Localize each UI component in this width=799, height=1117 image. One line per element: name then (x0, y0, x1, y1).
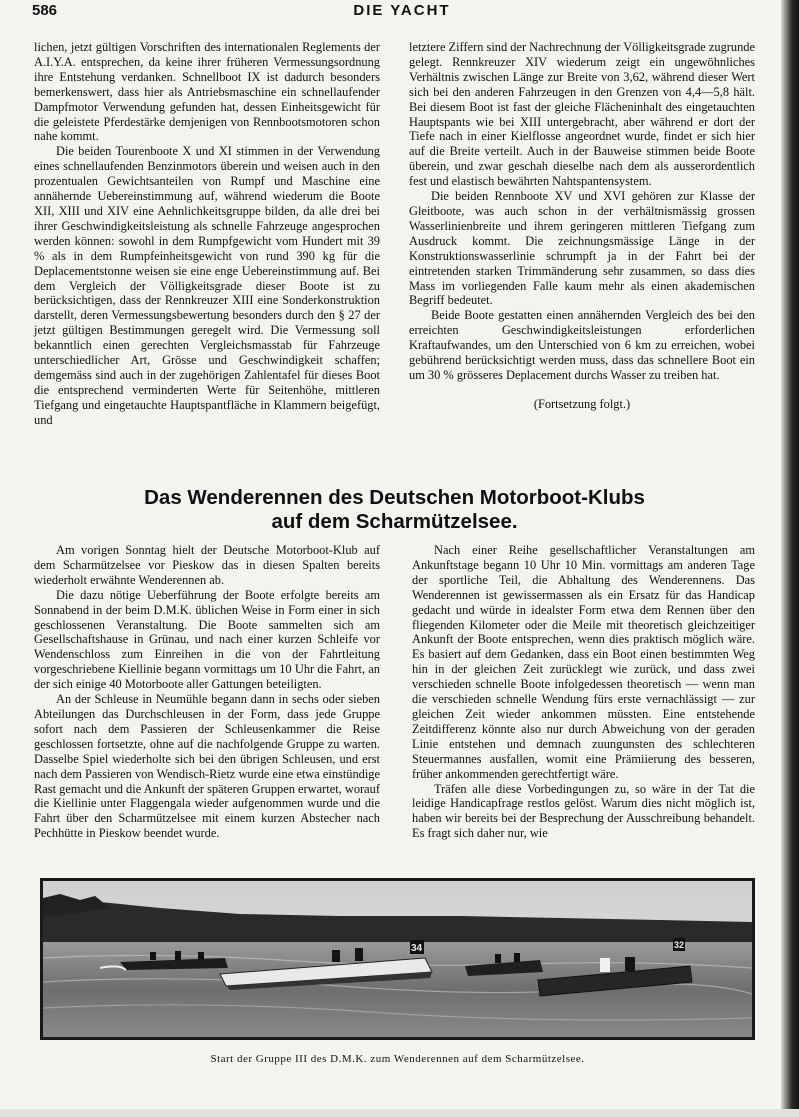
boat-number: 34 (411, 943, 423, 954)
article-title (34, 486, 755, 534)
paragraph: Die beiden Rennboote XV und XVI gehören zur Klasse der Gleitboote, was auch schon in der verhältnismässig grossen Wasserlinienbreite und ihrem geringeren mittleren Tiefgang zum Ausdruck kommt. Die zeichnungsmässige Länge in der Konstruktionswasserlinie schrumpft ja in der Fahrt bei der eintretenden starken Trimmänderung sehr zusammen, so dass dies Mass im vorliegenden Falle kaum mehr als einen akademischen Begriff bedeutet. (409, 189, 755, 308)
scan-bottom-edge (0, 1109, 799, 1117)
article-title-line: auf dem Scharmützelsee. (271, 510, 518, 533)
paragraph: An der Schleuse in Neumühle begann dann in sechs oder sieben Abteilungen das Durchschleusen in der Form, dass jede Gruppe sofort nach dem Passieren der Schleusenkammer die Reise geschlossen fortsetzte, ohne auf die nachfolgende Gruppe zu warten. Dasselbe Spiel wiederholte sich bei den übrigen Schleusen, und erst nach dem Passieren von Wendisch-Rietz wurde eine etwa einstündige Rast gemacht und die Ankunft der späteren Gruppen erwartet, worauf die Kiellinie unter Flaggengala wieder aufgenommen wurde und die Fahrt über den Scharmützelsee mit einem kurzen Abstecher nach Pechhütte in Pieskow beendet wurde. (34, 692, 380, 841)
boat-number: 32 (674, 940, 685, 950)
scan-edge-shadow (781, 0, 799, 1117)
top-column-right (409, 40, 755, 412)
top-column-left (34, 40, 380, 428)
race-photo (40, 878, 755, 1040)
paragraph: Die dazu nötige Ueberführung der Boote erfolgte bereits am Sonnabend in der beim D.M.K. üblichen Weise in Form einer in sich geschlossenen Veranstaltung. Die Boote sammelten sich am Gesellschaftshause in Grünau, und nach einer kurzen Schleife vor Wendenschloss zum Einreihen in die von der Fahrtleitung vorgeschriebene Kiellinie begann vormittags um 10 Uhr die Fahrt, an der sich einige 40 Motorboote aller Gattungen beteiligten. (34, 587, 380, 692)
paragraph: Träfen alle diese Vorbedingungen zu, so wäre in der Tat die leidige Handicapfrage restlos gelöst. Warum dies nicht möglich ist, haben wir bereits bei der Besprechung der Ausschreibung behandelt. Es fragt sich daher nur, wie (412, 781, 755, 841)
continuation-note: (Fortsetzung folgt.) (533, 396, 631, 411)
photo-caption: Start der Gruppe III des D.M.K. zum Wenderennen auf dem Scharmützelsee. (210, 1053, 585, 1065)
paragraph: Die beiden Tourenboote X und XI stimmen in der Verwendung eines schnellaufenden Benzinmotors überein und weisen auch in den prozentualen Gewichtsanteilen von Rumpf und Maschine eine annähernde Uebereinstimmung auf, während wiederum die Boote XII, XIII und XIV eine Aehnlichkeitsgruppe bilden, da alle drei bei ihrer Geschwindigkeitsleistung als schnelle Fahrzeuge angesprochen werden können: sowohl in dem Rumpfgewicht vom Hundert mit 39 % als in dem Rumpfeinheitsgewicht von rund 390 kg für die Deplacementstonne weisen sie eine enge Uebereinstimmung auf. Bei dem Vergleich der Völligkeitsgrade dieser Boote ist zu berücksichtigen, dass der Rennkreuzer XIII eine Sonderkonstruktion darstellt, deren Vermessungsbewertung besonders durch den § 27 der jetzt gültigen Bestimmungen geregelt wird. Die Vermessung soll bekanntlich einen gerechten Vergleichsmasstab für Fahrzeuge unterschiedlicher Art, Grösse und Geschwindigkeit schaffen; demgemäss sind auch in der zugehörigen Zahlentafel für dieses Boot die entsprechend verminderten Werte für Seitenhöhe, mittleren Tiefgang und eingetauchte Hauptspantfläche in Klammern beigefügt, und (34, 144, 380, 427)
article-column-right (412, 543, 755, 841)
running-title: DIE YACHT (353, 2, 451, 19)
paragraph: Nach einer Reihe gesellschaftlicher Veranstaltungen am Ankunftstage begann 10 Uhr 10 Min. vormittags am anderen Tage der sportliche Teil, die Abhaltung des Wenderennens. Das Wenderennen ist gewissermassen als ein Ersatz für das Handicap gedacht und würde in idealster Form etwa dem Rennen über den fliegenden Kilometer oder die Meile mit theoretisch gleichzeitiger Ankunft der Boote entsprechen, wenn dies praktisch möglich wäre. Es basiert auf dem Gedanken, dass ein Boot einen bestimmten Weg hin in der gleichen Zeit zurücklegt wie zurück, und dass zwei verschieden schnelle Boote infolgedessen theoretisch — wenn man die verschieden schnelle Wendung fürs erste vernachlässigt — zur gleichen Zeit wieder ankommen müssten. Eine entstehende Zeitdifferenz könnte also nur durch Abweichung von der geraden Linie entstehen und demnach zuungunsten des schlechteren Steuermannes ausfallen, womit eine Prämiierung des besseren, früher ankommenden gerechtfertigt wäre. (412, 543, 755, 781)
page-number: 586 (32, 2, 58, 19)
paragraph: lichen, jetzt gültigen Vorschriften des internationalen Reglements der A.I.Y.A. entsprechen, da keine ihrer früheren Vermessungsordnung ihre Entstehung verdanken. Schnellboot IX ist dadurch besonders bemerkenswert, dass hier als Antriebsmaschine ein schnellaufender Dampfmotor Verwendung gefunden hat, dessen Einheitsgewicht für die geleistete Pferdestärke demjenigen von Rennbootsmotoren schon nahe kommt. (34, 40, 380, 144)
paragraph: Am vorigen Sonntag hielt der Deutsche Motorboot-Klub auf dem Scharmützelsee vor Pieskow das in diesen Spalten bereits wiederholt erwähnte Wenderennen ab. (34, 543, 380, 587)
article-title-line: Das Wenderennen des Deutschen Motorboot-Klubs (144, 486, 645, 509)
article-column-left (34, 543, 380, 841)
page-header (32, 2, 772, 22)
paragraph: letztere Ziffern sind der Nachrechnung der Völligkeitsgrade zugrunde gelegt. Rennkreuzer XIV wiederum zeigt ein ungewöhnliches Verhältnis zwischen Länge zur Breite von 3,62, während dieser Wert sich bei den anderen Fahrzeugen in den Grenzen von 4,4—5,8 hält. Bei diesem Boot ist fast der gleiche Flächeninhalt des eingetauchten Hauptspants wie bei XIII untergebracht, aber während er dort der Tiefe nach in einer Kielflosse angeordnet wurde, findet er sich hier auf die Breite verteilt. Auch in der Bauweise stimmen beide Boote überein, und zwar geschah dieselbe nach dem als ausserordentlich fest und elastisch bewährten Nahtspantensystem. (409, 40, 755, 189)
paragraph: Beide Boote gestatten einen annähernden Vergleich des bei den erreichten Geschwindigkeitsleistungen erforderlichen Kraftaufwandes, um den Unterschied von 6 km zu erreichen, wobei gebührend berücksichtigt werden muss, dass das schnellere Boot ein um 30 % grösseres Deplacement durchs Wasser zu treiben hat. (409, 308, 755, 382)
